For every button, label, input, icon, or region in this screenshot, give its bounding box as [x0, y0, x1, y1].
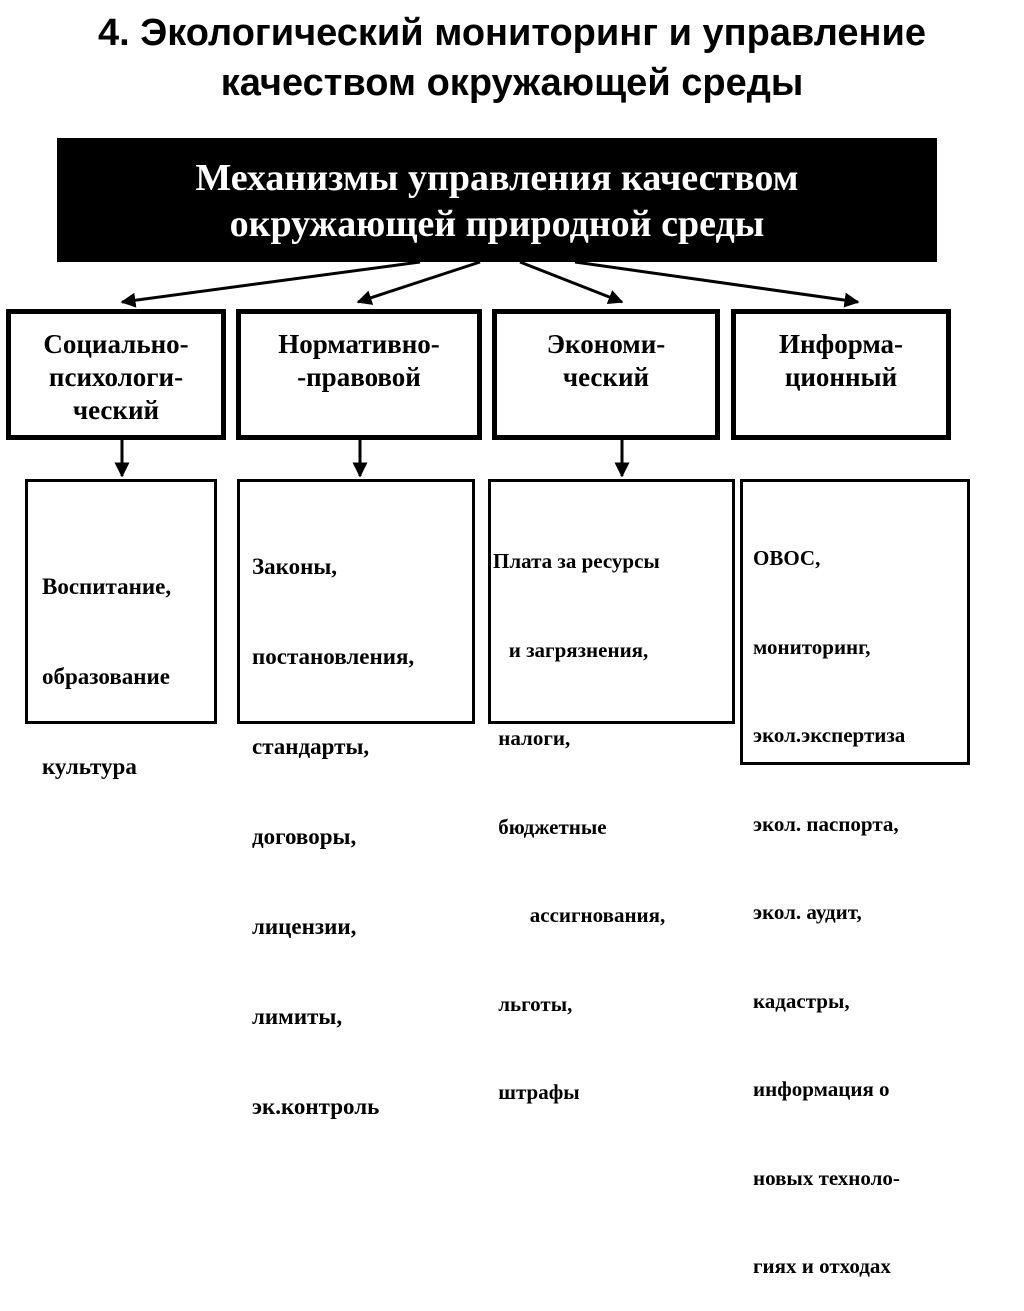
- arrow-to-social: [122, 262, 420, 302]
- category-line: ческий: [72, 395, 160, 425]
- mechanisms-banner: [57, 138, 937, 262]
- page-title: [0, 8, 1024, 108]
- category-line: ционный: [784, 362, 898, 392]
- category-line: Социально-: [43, 329, 189, 359]
- detail-item: экол. аудит,: [753, 900, 862, 924]
- category-social-psychological: [6, 309, 226, 440]
- detail-item: льготы,: [493, 991, 573, 1016]
- detail-item: новых техноло-: [753, 1165, 900, 1190]
- details-normative-legal: [237, 479, 475, 1119]
- details-informational: [740, 479, 970, 1278]
- category-informational: [731, 309, 951, 440]
- detail-item: ОВОС,: [753, 546, 821, 570]
- detail-item: Воспитание,: [42, 574, 172, 599]
- category-line: Экономи-: [546, 329, 666, 359]
- detail-item: налоги,: [493, 726, 571, 750]
- category-line: Нормативно-: [278, 329, 440, 359]
- detail-item: ассигнования,: [493, 903, 666, 927]
- arrow-to-normative: [358, 262, 480, 302]
- detail-item: и загрязнения,: [493, 637, 649, 662]
- detail-item: образование: [42, 664, 170, 689]
- banner-line-1: Механизмы управления качеством: [195, 157, 799, 199]
- category-line: ческий: [562, 362, 650, 392]
- detail-item: экол.экспертиза: [753, 723, 906, 747]
- detail-item: постановления,: [252, 644, 415, 669]
- title-line-2: качеством окружающей среды: [220, 62, 804, 104]
- category-line: -правовой: [297, 362, 421, 392]
- detail-item: стандарты,: [252, 734, 370, 759]
- details-economic: [488, 479, 735, 1104]
- arrow-to-informational: [575, 262, 858, 302]
- detail-item: лицензии,: [252, 914, 357, 939]
- category-line: Информа-: [778, 329, 904, 359]
- arrow-to-economic: [520, 262, 622, 302]
- detail-item: бюджетные: [493, 814, 607, 839]
- detail-item: информация о: [753, 1077, 890, 1101]
- detail-item: Законы,: [252, 554, 338, 579]
- details-social-psychological: [25, 479, 217, 779]
- category-normative-legal: [236, 309, 482, 440]
- detail-item: культура: [42, 754, 137, 779]
- detail-item: договоры,: [252, 824, 357, 849]
- detail-item: Плата за ресурсы: [493, 549, 660, 573]
- title-line-1: 4. Экологический мониторинг и управление: [97, 12, 927, 54]
- banner-line-2: окружающей природной среды: [229, 203, 765, 245]
- detail-item: мониторинг,: [753, 634, 871, 659]
- detail-item: гиях и отходах: [753, 1254, 891, 1278]
- detail-item: кадастры,: [753, 988, 850, 1013]
- detail-item: экол. паспорта,: [753, 811, 899, 836]
- category-line: психологи-: [48, 362, 184, 392]
- detail-item: лимиты,: [252, 1004, 343, 1029]
- category-economic: [492, 309, 720, 440]
- detail-item: эк.контроль: [252, 1094, 380, 1119]
- detail-item: штрафы: [493, 1080, 580, 1104]
